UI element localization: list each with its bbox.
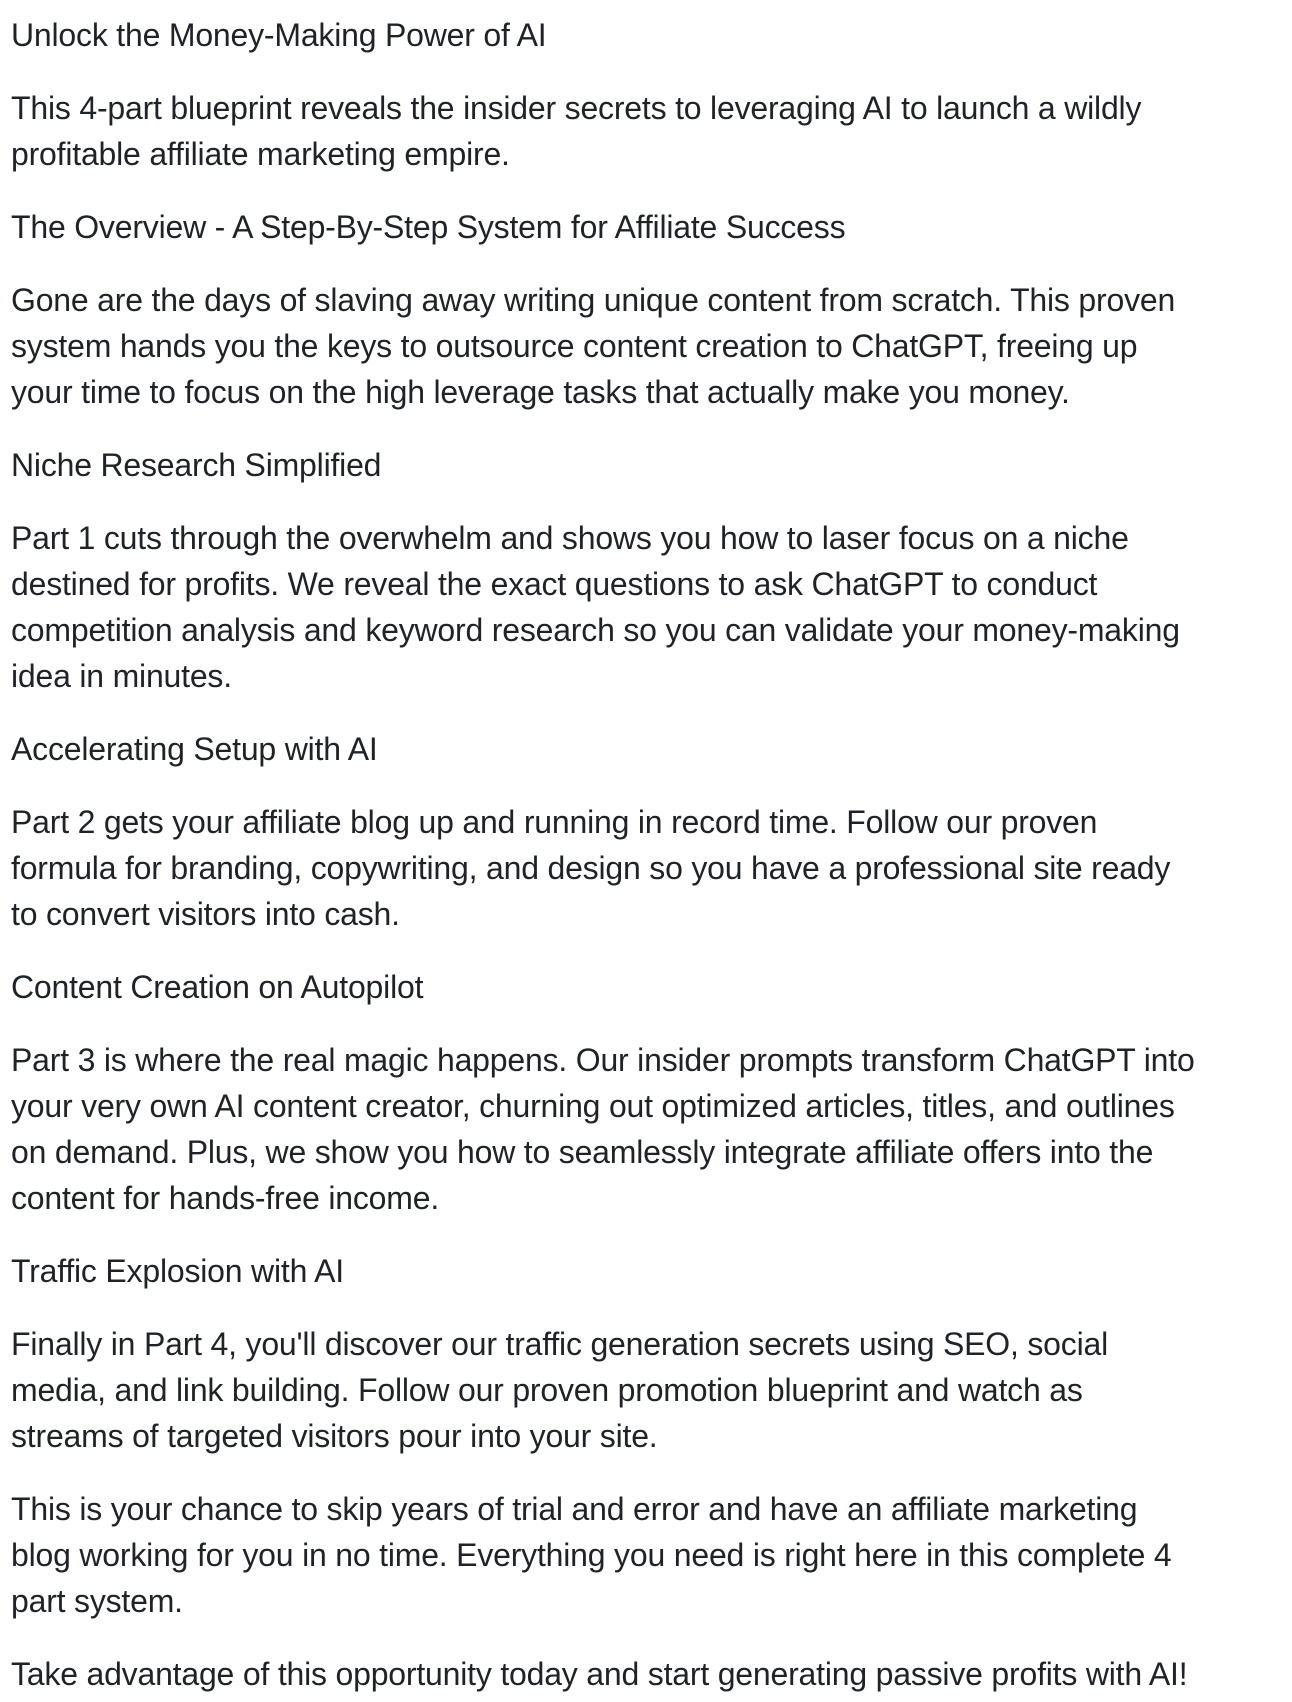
paragraph-part-1: Part 1 cuts through the overwhelm and shows you how to laser focus on a niche destined for profits. We reveal the exact questions to ask ChatGPT to conduct competition analysis and keyword research so you can validate your money-making idea in minutes. [11,520,1180,694]
paragraph-blueprint-intro: This 4-part blueprint reveals the insider secrets to leveraging AI to launch a wildly profitable affiliate marketing empire. [11,90,1142,172]
paragraph-call-to-action: Take advantage of this opportunity today and start generating passive profits with AI! [11,1656,1188,1692]
heading-accelerating-setup: Accelerating Setup with AI [11,731,378,767]
heading-content-creation: Content Creation on Autopilot [11,969,424,1005]
paragraph-part-4: Finally in Part 4, you'll discover our traffic generation secrets using SEO, social media, and link building. Follow our proven promotion blueprint and watch as streams of targeted visitors pour into your site. [11,1326,1108,1454]
paragraph-summary: This is your chance to skip years of trial and error and have an affiliate marketing blog working for you in no time. Everything you need is right here in this complete 4 part system. [11,1491,1172,1619]
paragraph-part-2: Part 2 gets your affiliate blog up and running in record time. Follow our proven formula for branding, copywriting, and design so you have a professional site ready to convert visitors into cash. [11,804,1171,932]
heading-unlock-ai: Unlock the Money-Making Power of AI [11,17,547,53]
paragraph-overview: Gone are the days of slaving away writing unique content from scratch. This proven system hands you the keys to outsource content creation to ChatGPT, freeing up your time to focus on the high leverage tasks that actually make you money. [11,282,1176,410]
paragraph-part-3: Part 3 is where the real magic happens. Our insider prompts transform ChatGPT into your very own AI content creator, churning out optimized articles, titles, and outlines on demand. Plus, we show you how to seamlessly integrate affiliate offers into the content for hands-free income. [11,1042,1195,1216]
heading-overview: The Overview - A Step-By-Step System for Affiliate Success [11,209,846,245]
heading-niche-research: Niche Research Simplified [11,447,382,483]
heading-traffic-explosion: Traffic Explosion with AI [11,1253,344,1289]
